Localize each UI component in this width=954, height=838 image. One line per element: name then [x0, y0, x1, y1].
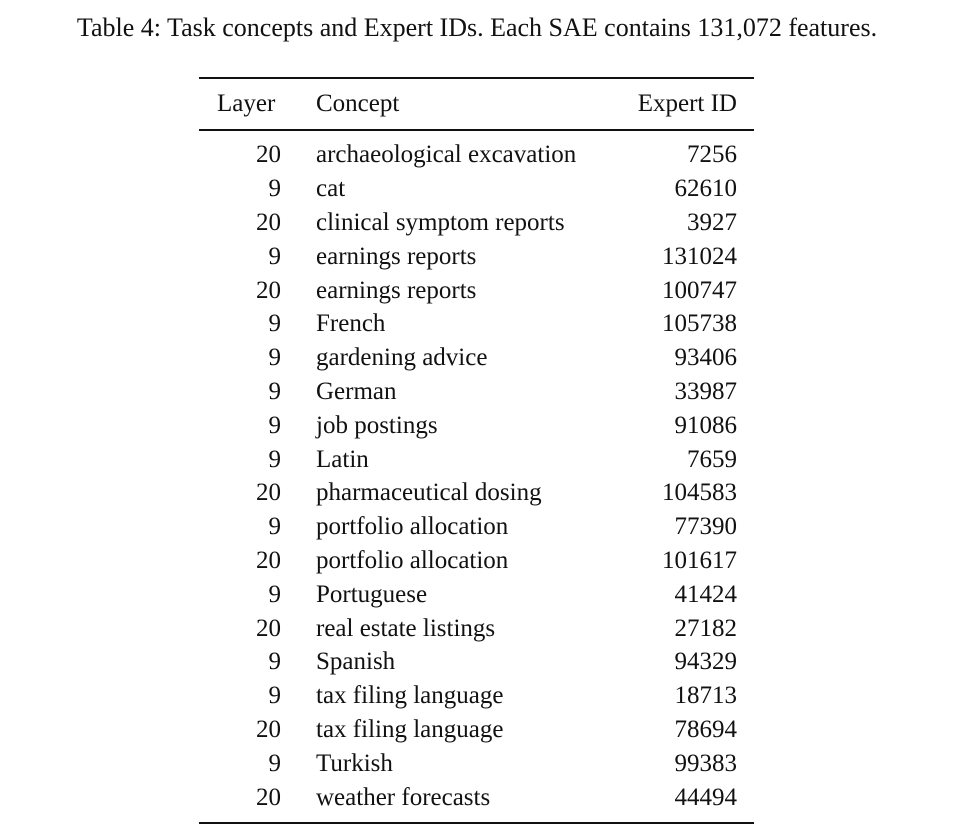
- cell-layer: 20: [256, 614, 281, 642]
- cell-layer: 9: [268, 648, 281, 676]
- cell-concept: real estate listings: [316, 614, 496, 642]
- table-row: [199, 781, 754, 815]
- cell-expert-id: 7659: [687, 445, 737, 473]
- cell-layer: 20: [256, 715, 281, 743]
- cell-layer: 9: [268, 377, 281, 405]
- table-body: [199, 131, 754, 823]
- cell-expert-id: 99383: [674, 749, 737, 777]
- table-row: [199, 341, 754, 375]
- cell-concept: job postings: [316, 411, 438, 439]
- cell-concept: Latin: [316, 445, 369, 473]
- cell-expert-id: 18713: [674, 682, 737, 710]
- cell-layer: 9: [268, 513, 281, 541]
- table-row: [199, 747, 754, 781]
- cell-concept: German: [316, 377, 397, 405]
- cell-layer: 20: [256, 208, 281, 236]
- cell-expert-id: 78694: [674, 715, 737, 743]
- cell-concept: pharmaceutical dosing: [316, 479, 542, 507]
- table-row: [199, 510, 754, 544]
- cell-concept: tax filing language: [316, 715, 504, 743]
- cell-layer: 20: [256, 479, 281, 507]
- cell-expert-id: 33987: [674, 377, 737, 405]
- header-concept: Concept: [316, 90, 400, 117]
- cell-expert-id: 91086: [674, 411, 737, 439]
- header-expert-id: Expert ID: [637, 90, 737, 117]
- cell-concept: French: [316, 310, 386, 338]
- cell-expert-id: 104583: [662, 479, 737, 507]
- cell-layer: 9: [268, 682, 281, 710]
- cell-concept: portfolio allocation: [316, 513, 509, 541]
- cell-expert-id: 77390: [674, 513, 737, 541]
- cell-expert-id: 100747: [662, 276, 737, 304]
- cell-concept: tax filing language: [316, 682, 504, 710]
- table-header-row: [199, 79, 754, 129]
- cell-concept: archaeological excavation: [316, 141, 577, 169]
- cell-layer: 20: [256, 546, 281, 574]
- table-caption: Table 4: Task concepts and Expert IDs. Each SAE contains 131,072 features.: [76, 13, 878, 42]
- table-row: [199, 713, 754, 747]
- cell-concept: Portuguese: [316, 580, 428, 608]
- cell-layer: 9: [268, 580, 281, 608]
- cell-expert-id: 62610: [674, 175, 737, 203]
- cell-concept: Turkish: [316, 749, 393, 777]
- cell-concept: earnings reports: [316, 276, 477, 304]
- table-row: [199, 240, 754, 274]
- cell-layer: 9: [268, 411, 281, 439]
- cell-expert-id: 131024: [662, 242, 737, 270]
- table-row: [199, 578, 754, 612]
- cell-expert-id: 27182: [674, 614, 737, 642]
- cell-expert-id: 93406: [674, 344, 737, 372]
- cell-layer: 9: [268, 344, 281, 372]
- table-row: [199, 172, 754, 206]
- table-row: [199, 375, 754, 409]
- expert-table: [199, 77, 754, 824]
- table-row: [199, 409, 754, 443]
- cell-layer: 9: [268, 445, 281, 473]
- cell-expert-id: 41424: [674, 580, 737, 608]
- table-row: [199, 139, 754, 173]
- cell-concept: portfolio allocation: [316, 546, 509, 574]
- table-row: [199, 206, 754, 240]
- table-row: [199, 645, 754, 679]
- table-row: [199, 443, 754, 477]
- cell-concept: earnings reports: [316, 242, 477, 270]
- cell-expert-id: 101617: [662, 546, 737, 574]
- cell-layer: 20: [256, 783, 281, 811]
- table-row: [199, 679, 754, 713]
- table-row: [199, 476, 754, 510]
- cell-expert-id: 105738: [662, 310, 737, 338]
- table-bottom-rule: [199, 822, 754, 824]
- table-row: [199, 544, 754, 578]
- cell-layer: 9: [268, 310, 281, 338]
- cell-concept: Spanish: [316, 648, 396, 676]
- cell-concept: clinical symptom reports: [316, 208, 565, 236]
- cell-layer: 9: [268, 242, 281, 270]
- cell-concept: cat: [316, 175, 346, 203]
- table-row: [199, 612, 754, 646]
- cell-layer: 9: [268, 749, 281, 777]
- header-layer: Layer: [217, 90, 276, 117]
- cell-concept: gardening advice: [316, 344, 488, 372]
- cell-layer: 20: [256, 276, 281, 304]
- cell-expert-id: 3927: [687, 208, 737, 236]
- table-row: [199, 274, 754, 308]
- table-row: [199, 307, 754, 341]
- cell-expert-id: 94329: [674, 648, 737, 676]
- cell-layer: 9: [268, 175, 281, 203]
- cell-expert-id: 7256: [687, 141, 737, 169]
- cell-layer: 20: [256, 141, 281, 169]
- cell-concept: weather forecasts: [316, 783, 491, 811]
- cell-expert-id: 44494: [674, 783, 737, 811]
